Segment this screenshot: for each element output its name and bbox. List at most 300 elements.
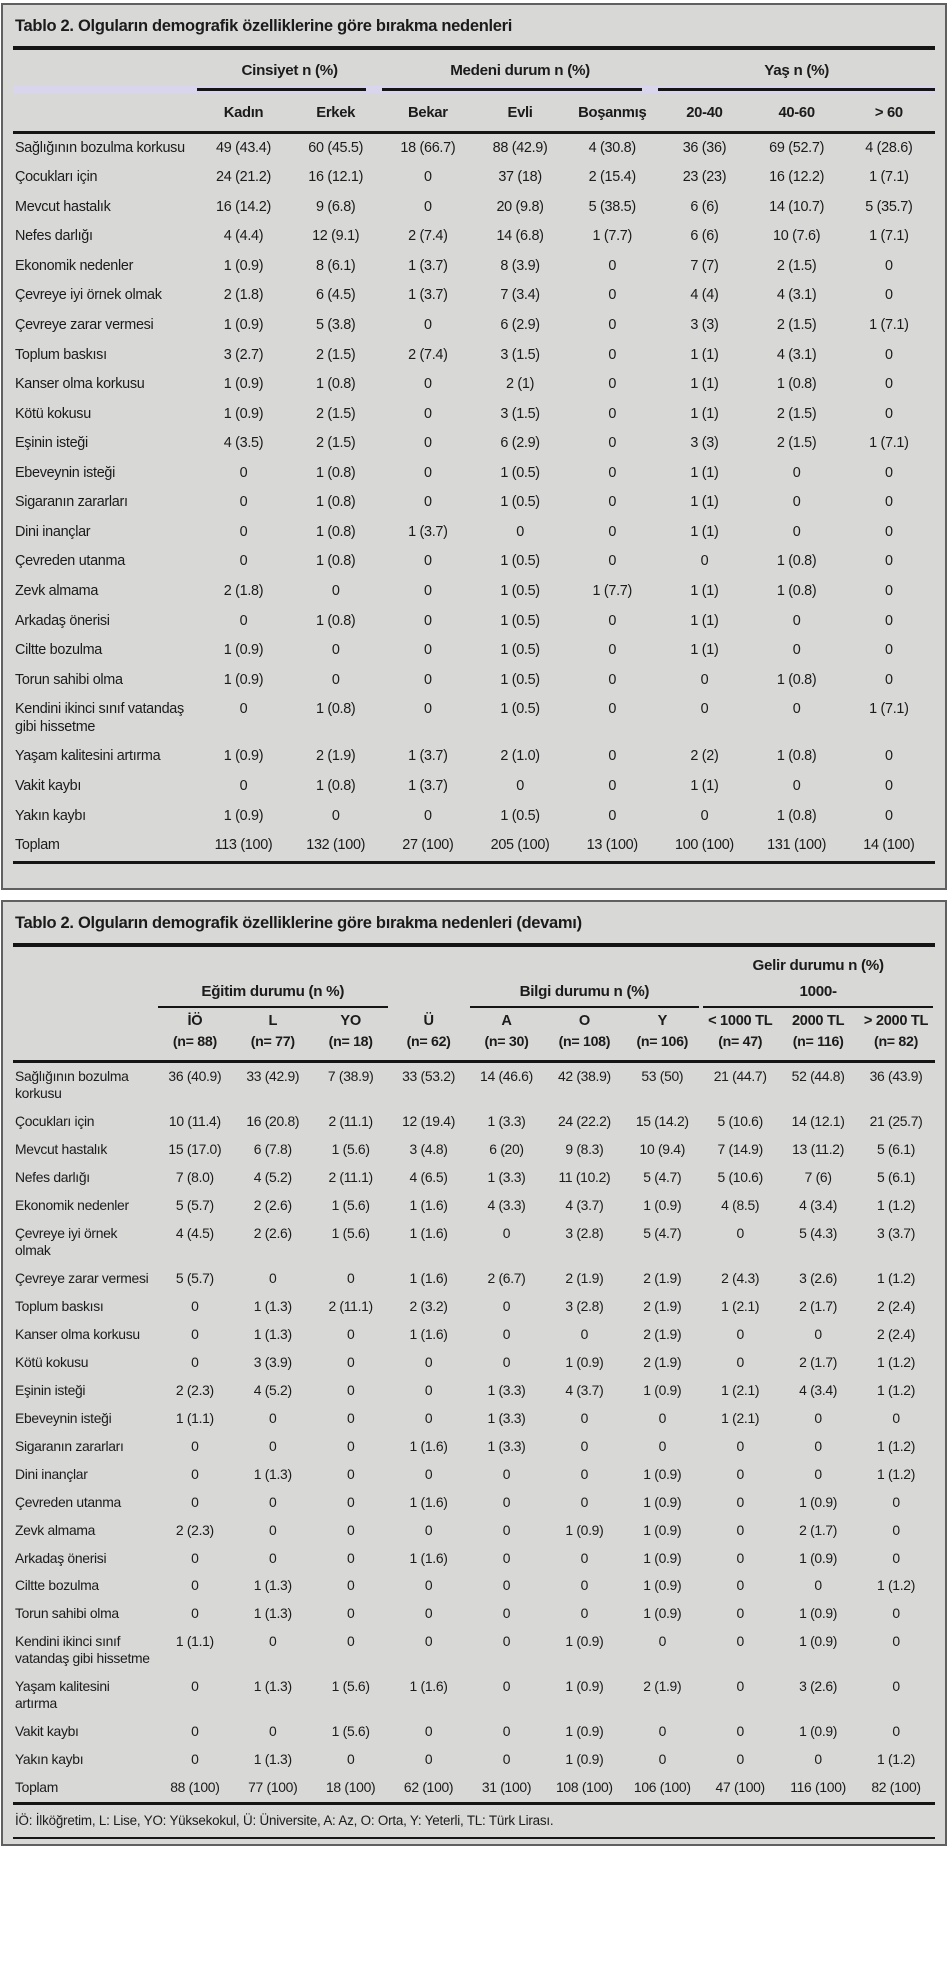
cell: 132 (100): [290, 831, 382, 862]
cell: 88 (100): [156, 1774, 234, 1803]
cell: 1 (0.8): [776, 671, 817, 688]
cell: 0: [269, 1493, 277, 1510]
cell: 0: [502, 1633, 511, 1650]
cell: 12 (9.1): [312, 228, 360, 245]
cell: 0: [191, 1353, 199, 1370]
column-header: İÖ: [187, 1012, 203, 1029]
cell: 1 (3.3): [487, 1437, 526, 1454]
cell: 0: [892, 1493, 900, 1510]
cell: 0: [608, 435, 617, 452]
cell: 131 (100): [751, 831, 843, 862]
table-row: [13, 1376, 935, 1404]
cell: 0: [346, 1605, 355, 1622]
cell: 7 (38.9): [327, 1068, 374, 1085]
cell: 0: [346, 1577, 355, 1594]
row-label: Arkadaş önerisi: [15, 1549, 107, 1566]
cell: 2 (6.7): [487, 1269, 526, 1286]
cell: 0: [892, 1605, 900, 1622]
cell: 4 (4.5): [175, 1225, 214, 1242]
cell: 0: [191, 1437, 199, 1454]
cell: 1 (3.7): [408, 523, 448, 540]
cell: 1 (3.3): [487, 1381, 526, 1398]
cell: 1 (0.8): [315, 376, 356, 393]
column-header: YO: [340, 1012, 361, 1029]
cell: 1 (1): [690, 405, 719, 422]
column-n-count: (n= 106): [623, 1032, 701, 1062]
cell: 0: [502, 1521, 511, 1538]
cell: 1 (7.1): [869, 228, 909, 245]
cell: 0: [658, 1723, 667, 1740]
table-row: [13, 1774, 935, 1803]
cell: 0: [580, 1549, 589, 1566]
cell: 5 (10.6): [717, 1113, 763, 1130]
cell: 1 (0.9): [799, 1633, 838, 1650]
cell: 6 (2.9): [500, 435, 540, 452]
table-row: [13, 488, 935, 518]
row-label: Ciltte bozulma: [15, 642, 102, 659]
cell: 3 (2.8): [565, 1297, 604, 1314]
row-label: Arkadaş önerisi: [15, 612, 110, 629]
cell: 1 (0.8): [776, 748, 817, 765]
cell: 0: [269, 1437, 277, 1454]
cell: 0: [700, 553, 709, 570]
cell: 1 (0.9): [223, 316, 264, 333]
cell: 7 (7): [690, 257, 719, 274]
cell: 1 (3.7): [408, 777, 448, 794]
cell: 2 (3.2): [409, 1297, 448, 1314]
cell: 6 (20): [489, 1141, 524, 1158]
cell: 100 (100): [658, 831, 750, 862]
accent-bar-cell: [13, 86, 197, 95]
cell: 0: [191, 1723, 199, 1740]
cell: 0: [346, 1269, 355, 1286]
cell: 106 (100): [623, 1774, 701, 1803]
cell: 0: [346, 1409, 355, 1426]
cell: 24 (22.2): [557, 1113, 611, 1130]
cell: 1 (0.9): [223, 257, 264, 274]
row-label: Dini inançlar: [15, 523, 91, 540]
cell: 0: [580, 1409, 589, 1426]
table-row: [13, 341, 935, 371]
cell: 36 (43.9): [869, 1068, 923, 1085]
cell: 1 (1.2): [877, 1197, 916, 1214]
row-label: Çevreden utanma: [15, 553, 125, 570]
row-label: Kanser olma korkusu: [15, 376, 145, 393]
cell: 0: [885, 523, 893, 540]
cell: 1 (2.1): [721, 1409, 760, 1426]
cell: 1 (1.3): [253, 1577, 292, 1594]
cell: 0: [580, 1577, 589, 1594]
cell: 0: [502, 1678, 511, 1695]
row-label: Eşinin isteği: [15, 1381, 86, 1398]
table-row: [13, 400, 935, 430]
t1-group-header-row: [13, 50, 935, 86]
cell: 36 (36): [682, 139, 727, 156]
cell: 8 (6.1): [315, 257, 356, 274]
cell: 3 (1.5): [500, 346, 540, 363]
cell: 0: [736, 1521, 744, 1538]
cell: 14 (6.8): [496, 228, 544, 245]
cell: 1 (1.2): [877, 1353, 916, 1370]
cell: 0: [608, 316, 617, 333]
column-header: 20-40: [658, 95, 750, 133]
column-group-header: [390, 977, 468, 1008]
cell: 2 (1): [506, 376, 535, 393]
row-label: Dini inançlar: [15, 1465, 88, 1482]
table-row: [13, 311, 935, 341]
cell: 4 (28.6): [865, 139, 913, 156]
table-row: [13, 1220, 935, 1265]
row-label: Çevreye zarar vermesi: [15, 1269, 149, 1286]
cell: 2 (1.5): [315, 435, 356, 452]
cell: 1 (0.8): [315, 612, 356, 629]
cell: 0: [424, 1353, 433, 1370]
cell: 1 (5.6): [331, 1225, 370, 1242]
cell: 0: [191, 1549, 199, 1566]
table-row: [13, 1460, 935, 1488]
cell: 0: [736, 1437, 744, 1454]
cell: 2 (1.9): [643, 1269, 682, 1286]
cell: 0: [658, 1751, 667, 1768]
cell: 4 (3.7): [565, 1197, 604, 1214]
t2-group-header-row: [13, 977, 935, 1008]
cell: 0: [424, 1633, 433, 1650]
cell: 0: [814, 1751, 822, 1768]
cell: 1 (0.9): [223, 642, 264, 659]
cell: 3 (4.8): [409, 1141, 448, 1158]
cell: 4 (3.1): [776, 287, 817, 304]
cell: 1 (7.1): [869, 701, 909, 718]
cell: 13 (100): [566, 831, 658, 862]
cell: 36 (40.9): [168, 1068, 222, 1085]
cell: 2 (4.3): [721, 1269, 760, 1286]
row-label: Çocukları için: [15, 169, 98, 186]
row-label: Çevreden utanma: [15, 1493, 121, 1510]
row-label: Çevreye iyi örnek olmak: [15, 1225, 118, 1259]
cell: 0: [580, 1465, 589, 1482]
cell: 1 (0.8): [315, 464, 356, 481]
cell: 1 (3.3): [487, 1113, 526, 1130]
cell: 1 (1.2): [877, 1751, 916, 1768]
cell: 3 (2.6): [799, 1269, 838, 1286]
cell: 2 (1.5): [315, 346, 356, 363]
table-row: [13, 1108, 935, 1136]
cell: 4 (8.5): [721, 1197, 760, 1214]
cell: 1 (0.9): [643, 1577, 682, 1594]
row-label: Kendini ikinci sınıf vatandaş gibi hissetme: [15, 701, 184, 735]
cell: 4 (3.4): [799, 1197, 838, 1214]
cell: 1 (0.8): [315, 777, 356, 794]
group-underline: Eğitim durumu (n %): [158, 983, 388, 1008]
cell: 0: [736, 1353, 744, 1370]
cell: 0: [814, 1577, 822, 1594]
cell: 0: [608, 523, 617, 540]
group-rule-cell: [197, 86, 381, 95]
cell: 4 (3.1): [776, 346, 817, 363]
cell: 69 (52.7): [769, 139, 825, 156]
cell: 7 (6): [804, 1169, 832, 1186]
column-header: > 60: [843, 95, 935, 133]
corner-cell: [13, 1008, 156, 1032]
cell: 1 (1): [690, 376, 719, 393]
table-row: [13, 1136, 935, 1164]
cell: 0: [736, 1325, 744, 1342]
cell: 1 (1.3): [253, 1678, 292, 1695]
cell: 0: [608, 287, 617, 304]
table1-title: Tablo 2. Olguların demografik özelliklerine göre bırakma nedenleri: [15, 17, 513, 35]
cell: 0: [191, 1493, 199, 1510]
cell: 1 (3.7): [408, 287, 448, 304]
corner-cell: [13, 95, 197, 133]
cell: 2 (1.9): [643, 1678, 682, 1695]
cell: 1 (1): [690, 777, 719, 794]
row-label: Mevcut hastalık: [15, 1141, 108, 1158]
cell: 1 (1.3): [253, 1325, 292, 1342]
cell: 0: [892, 1549, 900, 1566]
cell: 4 (3.4): [799, 1381, 838, 1398]
group-underline: [197, 86, 381, 93]
cell: 0: [885, 612, 893, 629]
cell: 16 (20.8): [246, 1113, 300, 1130]
cell: 0: [424, 1605, 433, 1622]
cell: 0: [658, 1409, 667, 1426]
cell: 0: [424, 671, 432, 688]
cell: 1 (0.9): [643, 1465, 682, 1482]
cell: 5 (5.7): [175, 1269, 214, 1286]
cell: 0: [424, 198, 432, 215]
cell: 3 (1.5): [500, 405, 540, 422]
cell: 14 (100): [843, 831, 935, 862]
table-row: [13, 1488, 935, 1516]
cell: 1 (3.3): [487, 1169, 526, 1186]
row-label: Eşinin isteği: [15, 435, 88, 452]
cell: 2 (1.8): [223, 287, 264, 304]
table-row: [13, 1264, 935, 1292]
table-row: [13, 459, 935, 489]
group-underline: [382, 86, 659, 93]
cell: 1 (1): [690, 583, 719, 600]
cell: 82 (100): [857, 1774, 935, 1803]
table-row: [13, 1432, 935, 1460]
cell: 0: [239, 464, 248, 481]
cell: 16 (12.2): [769, 169, 825, 186]
cell: 1 (1.1): [175, 1409, 214, 1426]
column-n-count: (n= 47): [701, 1032, 779, 1062]
table-row: [13, 518, 935, 548]
cell: 15 (14.2): [635, 1113, 689, 1130]
cell: 1 (0.9): [799, 1723, 838, 1740]
cell: 0: [424, 405, 432, 422]
cell: 0: [608, 464, 617, 481]
cell: 60 (45.5): [308, 139, 364, 156]
cell: 14 (12.1): [791, 1113, 845, 1130]
cell: 5 (4.7): [643, 1169, 682, 1186]
column-header: Bekar: [382, 95, 474, 133]
cell: 1 (1.6): [409, 1269, 448, 1286]
cell: 0: [792, 494, 801, 511]
cell: 5 (4.7): [643, 1225, 682, 1242]
cell: 0: [424, 1577, 433, 1594]
cell: 77 (100): [234, 1774, 312, 1803]
cell: 0: [346, 1751, 355, 1768]
cell: 0: [424, 1723, 433, 1740]
cell: 0: [885, 257, 893, 274]
cell: 1 (1.2): [877, 1465, 916, 1482]
cell: 0: [346, 1633, 355, 1650]
cell: 2 (15.4): [588, 169, 636, 186]
cell: 1 (5.6): [331, 1141, 370, 1158]
cell: 33 (53.2): [402, 1068, 456, 1085]
cell: 205 (100): [474, 831, 566, 862]
cell: 0: [608, 777, 617, 794]
cell: 1 (1.3): [253, 1751, 292, 1768]
row-label: Yakın kaybı: [15, 807, 86, 824]
cell: 0: [502, 1493, 511, 1510]
table-row: [13, 1292, 935, 1320]
cell: 0: [331, 642, 340, 659]
cell: 5 (6.1): [877, 1169, 916, 1186]
cell: 0: [424, 807, 432, 824]
cell: 0: [331, 583, 340, 600]
row-label: Kötü kokusu: [15, 1353, 89, 1370]
cell: 1 (0.9): [643, 1521, 682, 1538]
cell: 113 (100): [197, 831, 289, 862]
cell: 24 (21.2): [216, 169, 271, 186]
cell: 0: [239, 777, 248, 794]
row-label: Sağlığının bozulma korkusu: [15, 1068, 129, 1102]
cell: 0: [516, 523, 524, 540]
table-row: [13, 193, 935, 223]
cell: 18 (100): [312, 1774, 390, 1803]
cell: 0: [346, 1549, 355, 1566]
cell: 0: [331, 807, 340, 824]
cell: 0: [608, 257, 617, 274]
table-row: [13, 1192, 935, 1220]
cell: 0: [191, 1605, 199, 1622]
table-row: [13, 1320, 935, 1348]
cell: 0: [424, 583, 432, 600]
row-label: Torun sahibi olma: [15, 1605, 119, 1622]
cell: 49 (43.4): [216, 139, 271, 156]
cell: 7 (3.4): [500, 287, 540, 304]
table-row: [13, 1516, 935, 1544]
cell: 1 (5.6): [331, 1197, 370, 1214]
cell: 88 (42.9): [492, 139, 548, 156]
cell: 0: [424, 1409, 433, 1426]
cell: 4 (4): [690, 287, 719, 304]
cell: 3 (2.8): [565, 1225, 604, 1242]
column-header: Y: [657, 1012, 668, 1029]
cell: 0: [736, 1465, 744, 1482]
column-group-header: Cinsiyet n (%): [241, 62, 338, 79]
cell: 1 (0.5): [500, 671, 540, 688]
cell: 2 (1.7): [799, 1353, 838, 1370]
column-n-count: (n= 88): [156, 1032, 234, 1062]
cell: 1 (0.8): [776, 807, 817, 824]
row-label: Yakın kaybı: [15, 1751, 84, 1768]
row-label: Mevcut hastalık: [15, 198, 111, 215]
cell: 0: [346, 1325, 355, 1342]
cell: 1 (2.1): [721, 1381, 760, 1398]
cell: 2 (2.3): [175, 1521, 214, 1538]
cell: 1 (7.7): [592, 583, 632, 600]
cell: 0: [814, 1409, 822, 1426]
cell: 10 (11.4): [168, 1113, 221, 1130]
cell: 0: [700, 807, 709, 824]
cell: 2 (11.1): [328, 1169, 373, 1186]
cell: 0: [792, 777, 801, 794]
cell: 0: [885, 464, 893, 481]
cell: 0: [658, 1633, 667, 1650]
cell: 0: [736, 1577, 744, 1594]
cell: 0: [700, 671, 709, 688]
cell: 0: [516, 777, 524, 794]
cell: 0: [191, 1678, 199, 1695]
cell: 1 (0.9): [643, 1549, 682, 1566]
cell: 5 (10.6): [717, 1169, 763, 1186]
row-label: Sağlığının bozulma korkusu: [15, 139, 185, 156]
cell: 1 (1.2): [877, 1437, 916, 1454]
group-underline: Bilgi durumu n (%): [470, 983, 700, 1008]
lavender-bar: [13, 86, 197, 93]
cell: 0: [269, 1633, 277, 1650]
cell: 1 (0.8): [776, 583, 817, 600]
cell: 21 (25.7): [869, 1113, 923, 1130]
cell: 1 (0.9): [223, 807, 264, 824]
cell: 0: [892, 1521, 900, 1538]
cell: 2 (1.9): [565, 1269, 604, 1286]
cell: 2 (2): [690, 748, 719, 765]
cell: 0: [736, 1633, 744, 1650]
table-row: [13, 370, 935, 400]
cell: 7 (8.0): [175, 1169, 214, 1186]
cell: 0: [814, 1437, 822, 1454]
cell: 1 (7.1): [869, 316, 909, 333]
cell: 1 (1.2): [877, 1269, 916, 1286]
cell: 6 (6): [690, 228, 719, 245]
cell: 0: [331, 671, 340, 688]
cell: 0: [892, 1678, 900, 1695]
table-row: [13, 1718, 935, 1746]
cell: 0: [502, 1353, 511, 1370]
cell: 0: [502, 1751, 511, 1768]
cell: 0: [736, 1549, 744, 1566]
table1-bottom-spacer: [13, 864, 935, 888]
cell: 2 (1.9): [643, 1297, 682, 1314]
cell: 1 (1.6): [409, 1493, 448, 1510]
cell: 0: [424, 612, 432, 629]
column-header: 40-60: [751, 95, 843, 133]
cell: 0: [608, 376, 617, 393]
cell: 1 (0.8): [776, 553, 817, 570]
row-label: Kanser olma korkusu: [15, 1325, 140, 1342]
row-label: Ekonomik nedenler: [15, 257, 134, 274]
cell: 2 (1.8): [223, 583, 264, 600]
cell: 0: [269, 1521, 277, 1538]
cell: 2 (1.5): [776, 316, 817, 333]
cell: 1 (0.9): [799, 1549, 838, 1566]
cell: 0: [424, 169, 432, 186]
cell: 4 (3.5): [223, 435, 264, 452]
table-row: [13, 1600, 935, 1628]
cell: 0: [239, 553, 248, 570]
cell: 1 (0.8): [315, 553, 356, 570]
cell: 3 (3): [690, 316, 719, 333]
group-rule-cell: [382, 86, 659, 95]
cell: 3 (3.7): [877, 1225, 916, 1242]
row-label: Çocukları için: [15, 1113, 95, 1130]
cell: 0: [608, 748, 617, 765]
